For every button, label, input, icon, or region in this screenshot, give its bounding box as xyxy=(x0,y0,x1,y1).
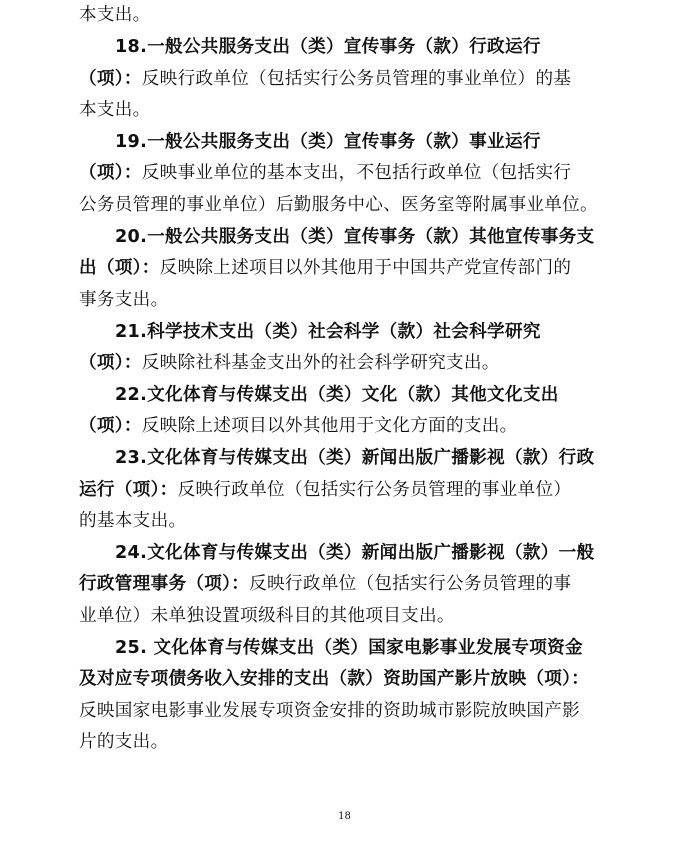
text-run-bold: 24.文化体育与传媒支出（类）新闻出版广播影视（款）一般 xyxy=(115,543,595,563)
text-run-bold: （项）： xyxy=(79,163,142,183)
text-line xyxy=(115,541,594,565)
text-line xyxy=(115,130,541,154)
text-line xyxy=(79,730,168,754)
text-run: 反映除社科基金支出外的社会科学研究支出。 xyxy=(141,353,500,373)
text-run: 本支出。 xyxy=(79,5,151,25)
text-run: 反映除上述项目以外其他用于文化方面的支出。 xyxy=(141,416,518,436)
text-run-bold: （项）： xyxy=(79,69,142,89)
text-run-bold: 运行（项）： xyxy=(79,480,178,500)
text-line xyxy=(79,67,571,91)
text-line xyxy=(79,161,571,185)
text-line xyxy=(79,3,151,27)
text-run-bold: 25. 文化体育与传媒支出（类）国家电影事业发展专项资金 xyxy=(115,638,583,658)
text-run-bold: 20.一般公共服务支出（类）宣传事务（款）其他宣传事务支 xyxy=(115,227,595,247)
text-run: 片的支出。 xyxy=(79,732,169,752)
text-run: 本支出。 xyxy=(79,100,151,120)
text-line xyxy=(115,320,541,344)
text-run: 反映国家电影事业发展专项资金安排的资助城市影院放映国产影 xyxy=(79,701,581,721)
text-run-bold: 22.文化体育与传媒支出（类）文化（款）其他文化支出 xyxy=(115,385,559,405)
text-run: 公务员管理的事业单位）后勤服务中心、医务室等附属事业单位。 xyxy=(79,195,598,215)
text-run: 反映行政单位（包括实行公务员管理的事业单位）的基 xyxy=(141,69,572,89)
text-line xyxy=(79,288,168,312)
text-line xyxy=(115,446,594,470)
text-run-bold: 19.一般公共服务支出（类）宣传事务（款）事业运行 xyxy=(115,132,541,152)
text-line xyxy=(115,35,541,59)
text-run: 反映行政单位（包括实行公务员管理的事 xyxy=(249,574,572,594)
text-line xyxy=(79,667,589,691)
text-run-bold: 行政管理事务（项）： xyxy=(79,574,250,594)
text-line xyxy=(79,699,580,723)
text-run: 的基本支出。 xyxy=(79,511,187,531)
text-line xyxy=(79,193,598,217)
text-run: 反映事业单位的基本支出，不包括行政单位（包括实行 xyxy=(141,163,572,183)
text-run-bold: （项）： xyxy=(79,416,142,436)
text-run: 反映行政单位（包括实行公务员管理的事业单位） xyxy=(177,480,572,500)
text-run-bold: 18.一般公共服务支出（类）宣传事务（款）行政运行 xyxy=(115,37,541,57)
text-run: 反映除上述项目以外其他用于中国共产党宣传部门的 xyxy=(159,258,572,278)
text-run: 事务支出。 xyxy=(79,290,169,310)
text-line xyxy=(115,225,594,249)
text-line xyxy=(79,98,151,122)
text-run: 业单位）未单独设置项级科目的其他项目支出。 xyxy=(79,606,455,626)
text-line xyxy=(115,383,559,407)
text-line xyxy=(79,478,571,502)
text-run-bold: 21.科学技术支出（类）社会科学（款）社会科学研究 xyxy=(115,322,541,342)
text-line xyxy=(79,604,455,628)
text-run-bold: 23.文化体育与传媒支出（类）新闻出版广播影视（款）行政 xyxy=(115,448,595,468)
text-line xyxy=(79,351,500,375)
page-number: 18 xyxy=(338,811,351,822)
text-run-bold: 出（项）： xyxy=(79,258,160,278)
text-run-bold: 及对应专项债务收入安排的支出（款）资助国产影片放映（项）： xyxy=(79,669,590,689)
text-line xyxy=(79,256,571,280)
text-run-bold: （项）： xyxy=(79,353,142,373)
text-line xyxy=(79,509,186,533)
text-line xyxy=(115,636,583,660)
text-line xyxy=(79,572,571,596)
text-line xyxy=(79,414,518,438)
